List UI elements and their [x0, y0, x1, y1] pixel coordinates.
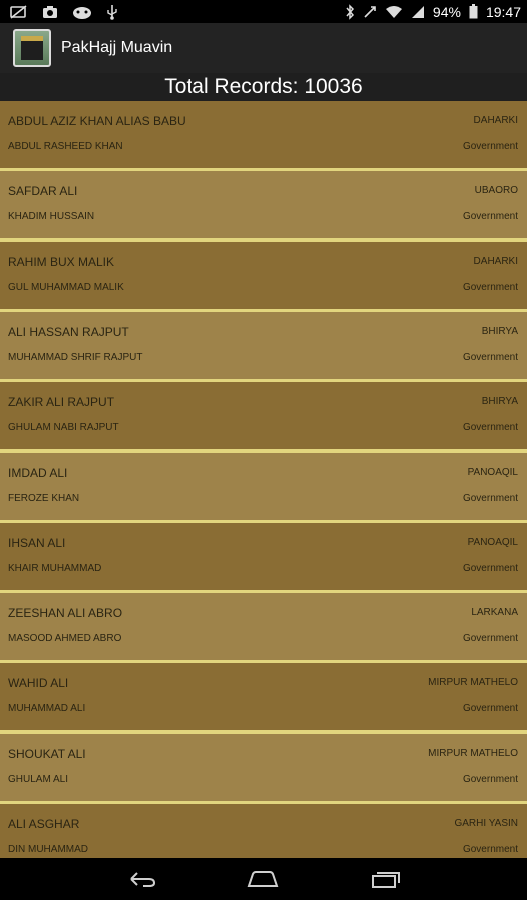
record-name: ZAKIR ALI RAJPUT	[8, 395, 115, 409]
record-name: WAHID ALI	[8, 676, 69, 690]
record-name: ALI ASGHAR	[8, 817, 80, 831]
record-type: Government	[462, 141, 518, 152]
record-name: IMDAD ALI	[8, 466, 68, 480]
record-type: Government	[462, 282, 518, 293]
list-item[interactable]	[0, 593, 527, 660]
list-item[interactable]	[0, 523, 527, 590]
data-transfer-icon	[363, 5, 377, 19]
record-city: MIRPUR MATHELO	[428, 677, 518, 688]
list-item[interactable]	[0, 663, 527, 730]
action-bar	[0, 23, 527, 73]
list-item[interactable]	[0, 382, 527, 449]
record-city: PANOAQIL	[467, 467, 518, 478]
record-name: IHSAN ALI	[8, 536, 66, 550]
record-name: SAFDAR ALI	[8, 184, 78, 198]
record-father-name: GHULAM ALI	[8, 774, 69, 785]
record-city: BHIRYA	[481, 326, 518, 337]
record-city: PANOAQIL	[467, 537, 518, 548]
record-father-name: FEROZE KHAN	[8, 493, 80, 504]
record-city: DAHARKI	[473, 115, 518, 126]
gamepad-icon	[72, 5, 92, 19]
clock-time: 19:47	[485, 3, 521, 20]
record-type: Government	[462, 493, 518, 504]
record-city: LARKANA	[471, 607, 518, 618]
status-bar	[0, 0, 527, 23]
status-bar-right	[345, 4, 521, 20]
camera-icon	[42, 5, 58, 19]
record-city: BHIRYA	[481, 396, 518, 407]
record-name: RAHIM BUX MALIK	[8, 255, 115, 269]
signal-icon	[411, 5, 425, 19]
battery-icon	[469, 4, 478, 19]
list-item[interactable]	[0, 312, 527, 379]
record-type: Government	[462, 703, 518, 714]
record-father-name: MUHAMMAD SHRIF RAJPUT	[8, 352, 143, 363]
record-name: ZEESHAN ALI ABRO	[8, 606, 123, 620]
wifi-icon	[385, 5, 403, 19]
list-item[interactable]	[0, 734, 527, 801]
battery-percent: 94%	[432, 3, 461, 20]
list-item[interactable]	[0, 453, 527, 520]
record-name: ALI HASSAN RAJPUT	[8, 325, 129, 339]
mute-icon	[10, 5, 28, 19]
record-type: Government	[462, 774, 518, 785]
recent-apps-icon[interactable]	[366, 864, 406, 894]
record-name: ABDUL AZIZ KHAN ALIAS BABU	[8, 114, 186, 128]
list-item[interactable]	[0, 101, 527, 168]
record-city: GARHI YASIN	[454, 818, 518, 829]
record-type: Government	[462, 844, 518, 855]
usb-icon	[106, 4, 118, 20]
record-father-name: ABDUL RASHEED KHAN	[8, 141, 123, 152]
record-city: DAHARKI	[473, 256, 518, 267]
record-city: UBAORO	[474, 185, 518, 196]
record-father-name: MUHAMMAD ALI	[8, 703, 86, 714]
record-father-name: GUL MUHAMMAD MALIK	[8, 282, 124, 293]
app-logo-icon[interactable]	[13, 29, 51, 67]
records-list[interactable]	[0, 101, 527, 858]
record-type: Government	[462, 563, 518, 574]
app-title: PakHajj Muavin	[61, 39, 173, 56]
total-records-label: Total Records: 10036	[0, 73, 527, 101]
record-father-name: DIN MUHAMMAD	[8, 844, 88, 855]
record-father-name: KHAIR MUHAMMAD	[8, 563, 102, 574]
list-item[interactable]	[0, 171, 527, 238]
record-city: MIRPUR MATHELO	[428, 748, 518, 759]
list-item[interactable]	[0, 242, 527, 309]
record-name: SHOUKAT ALI	[8, 747, 86, 761]
bluetooth-icon	[345, 4, 355, 20]
record-father-name: MASOOD AHMED ABRO	[8, 633, 122, 644]
record-type: Government	[462, 211, 518, 222]
record-type: Government	[462, 422, 518, 433]
record-type: Government	[462, 352, 518, 363]
navigation-bar	[0, 858, 527, 900]
record-type: Government	[462, 633, 518, 644]
status-bar-left	[10, 4, 118, 20]
record-father-name: KHADIM HUSSAIN	[8, 211, 95, 222]
list-item[interactable]	[0, 804, 527, 858]
record-father-name: GHULAM NABI RAJPUT	[8, 422, 119, 433]
back-icon[interactable]	[121, 864, 161, 894]
home-icon[interactable]	[243, 864, 283, 894]
